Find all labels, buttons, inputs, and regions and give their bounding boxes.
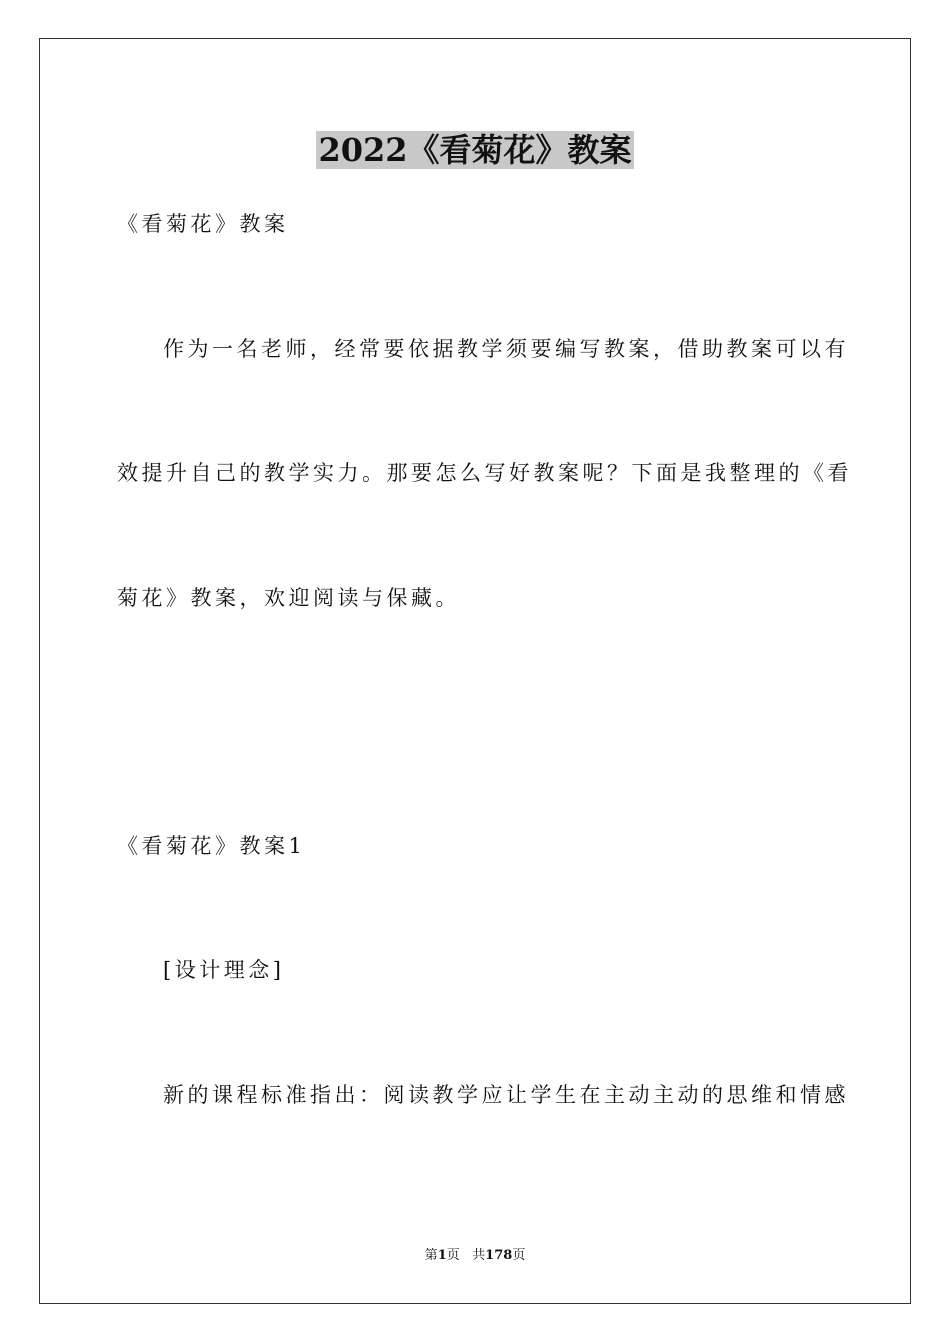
intro-line-2: 效提升自己的教学实力。那要怎么写好教案呢？下面是我整理的《看 [117, 461, 852, 485]
footer-page-suffix: 页 [446, 1248, 460, 1263]
intro-line-1: 作为一名老师，经常要依据教学须要编写教案，借助教案可以有 [163, 337, 849, 361]
document-title [0, 128, 950, 172]
document-subtitle: 《看菊花》教案 [117, 212, 289, 236]
design-label: [设计理念] [163, 958, 285, 982]
footer-prefix: 第 [424, 1248, 438, 1263]
intro-line-3: 菊花》教案，欢迎阅读与保藏。 [117, 586, 460, 610]
document-title-text: 2022《看菊花》教案 [318, 131, 632, 169]
page-footer [0, 1246, 950, 1266]
body-line-1: 新的课程标准指出：阅读教学应让学生在主动主动的思维和情感 [163, 1083, 849, 1107]
footer-total-prefix: 共 [472, 1248, 486, 1263]
section-heading: 《看菊花》教案1 [117, 834, 306, 858]
footer-total-pages: 178 [485, 1248, 513, 1263]
footer-total-suffix: 页 [512, 1248, 526, 1263]
footer-page-number: 1 [437, 1248, 447, 1263]
